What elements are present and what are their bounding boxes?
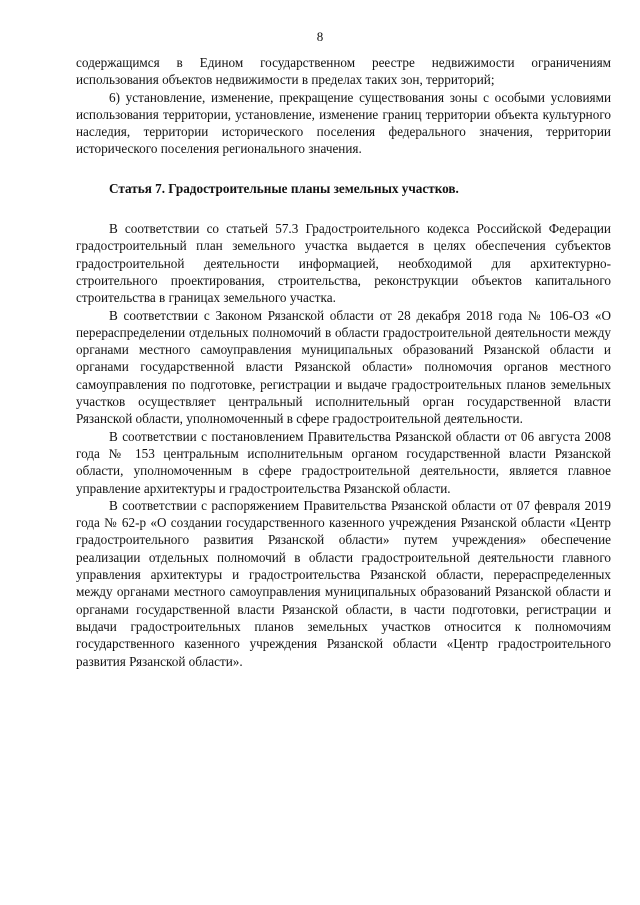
document-body — [76, 54, 611, 670]
article-paragraph: В соответствии со статьей 57.3 Градостроительного кодекса Российской Федерации градостроительный план земельного участка выдается в целях обеспечения субъектов градостроительной деятельности информацией, необходимой для архитектурно-строительного проектирования, строительства, реконструкции объектов капитального строительства в границах земельного участка. — [76, 221, 611, 306]
article-paragraph: В соответствии с постановлением Правительства Рязанской области от 06 августа 2008 года № 153 центральным исполнительным органом государственной власти Рязанской области, уполномоченным в сфере градостроительной деятельности, является главное управление архитектуры и градостроительства Рязанской области. — [76, 428, 611, 496]
paragraph-item-6: 6) установление, изменение, прекращение существования зоны с особыми условиями использования территории, установление, изменение границ территории объекта культурного наследия, территории исторического поселения федерального значения, территории исторического поселения регионального значения. — [76, 89, 611, 157]
page-number: 8 — [316, 29, 324, 44]
paragraph-continuation: содержащимся в Едином государственном реестре недвижимости ограничениям использования объектов недвижимости в пределах таких зон, территорий; — [76, 55, 611, 88]
article-paragraph: В соответствии с распоряжением Правительства Рязанской области от 07 февраля 2019 года № 62-р «О создании государственного казенного учреждения Рязанской области «Центр градостроительного развития Рязанской области» путем учреждения» обеспечение реализации отдельных полномочий в области градостроительной деятельности главного управления архитектуры и градостроительства Рязанской области, перераспределенных между органами местного самоуправления муниципальных образований Рязанской области и органами государственной власти Рязанской области, в части подготовки, регистрации и выдачи градостроительных планов земельных участков относится к полномочиям государственного казенного учреждения Рязанской области «Центр градостроительного развития Рязанской области». — [76, 497, 611, 669]
article-7-title: Статья 7. Градостроительные планы земельных участков. — [109, 180, 459, 196]
article-paragraph: В соответствии с Законом Рязанской области от 28 декабря 2018 года № 106-ОЗ «О перераспределении отдельных полномочий в области градостроительной деятельности между органами местного самоуправления муниципальных образований Рязанской области и органами государственной власти Рязанской области» полномочия органов местного самоуправления по подготовке, регистрации и выдаче градостроительных планов земельных участков осуществляет центральный исполнительный орган государственной власти Рязанской области, уполномоченный в сфере градостроительной деятельности. — [76, 307, 611, 427]
